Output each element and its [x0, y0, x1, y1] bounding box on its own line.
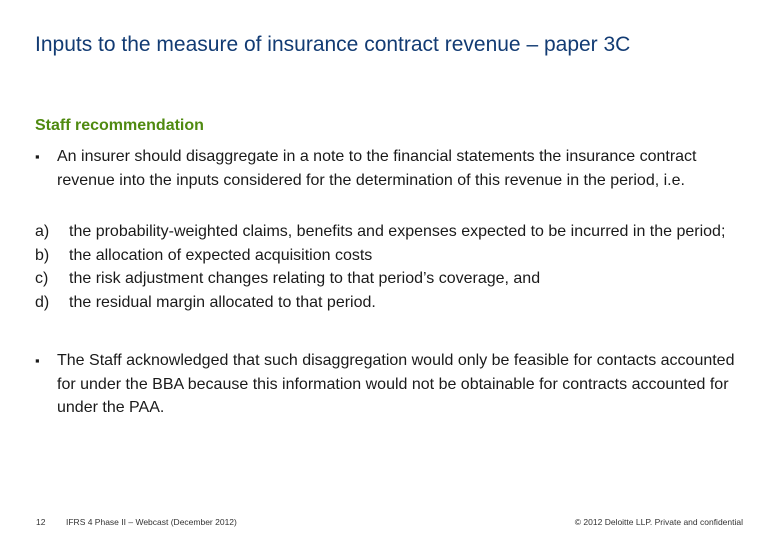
slide-title: Inputs to the measure of insurance contract revenue – paper 3C: [35, 33, 631, 56]
sub-item-marker: b): [35, 246, 50, 264]
sub-item-a: [35, 220, 735, 244]
sub-item-c: [35, 267, 735, 291]
bullet-marker: ▪: [35, 149, 40, 164]
bullet-item: [35, 349, 735, 420]
sub-item-text: the probability-weighted claims, benefits and expenses expected to be incurred in the period;: [69, 223, 726, 240]
footer-page-number: 12: [36, 517, 46, 527]
sub-item-marker: a): [35, 223, 50, 240]
sub-item-marker: d): [35, 293, 50, 311]
bullet-item: [35, 145, 735, 192]
sub-list: [35, 220, 735, 314]
bullet-marker: ▪: [35, 353, 40, 368]
sub-item-text: the residual margin allocated to that period.: [69, 293, 376, 311]
sub-item-b: [35, 244, 735, 268]
bullet-text: The Staff acknowledged that such disaggregation would only be feasible for contacts accounted for under the BBA because this information would not be obtainable for contracts accounted for under the PAA.: [57, 352, 735, 416]
footer-caption: IFRS 4 Phase II – Webcast (December 2012): [66, 517, 237, 527]
sub-item-text: the allocation of expected acquisition costs: [69, 246, 373, 264]
footer-copyright: © 2012 Deloitte LLP. Private and confidential: [574, 517, 743, 527]
sub-item-d: [35, 291, 735, 315]
bullet-text: An insurer should disaggregate in a note to the financial statements the insurance contract revenue into the inputs considered for the determination of this revenue in the period, i.e.: [57, 148, 697, 189]
section-heading: Staff recommendation: [35, 117, 204, 134]
sub-item-text: the risk adjustment changes relating to that period’s coverage, and: [69, 270, 541, 287]
sub-item-marker: c): [35, 270, 49, 287]
